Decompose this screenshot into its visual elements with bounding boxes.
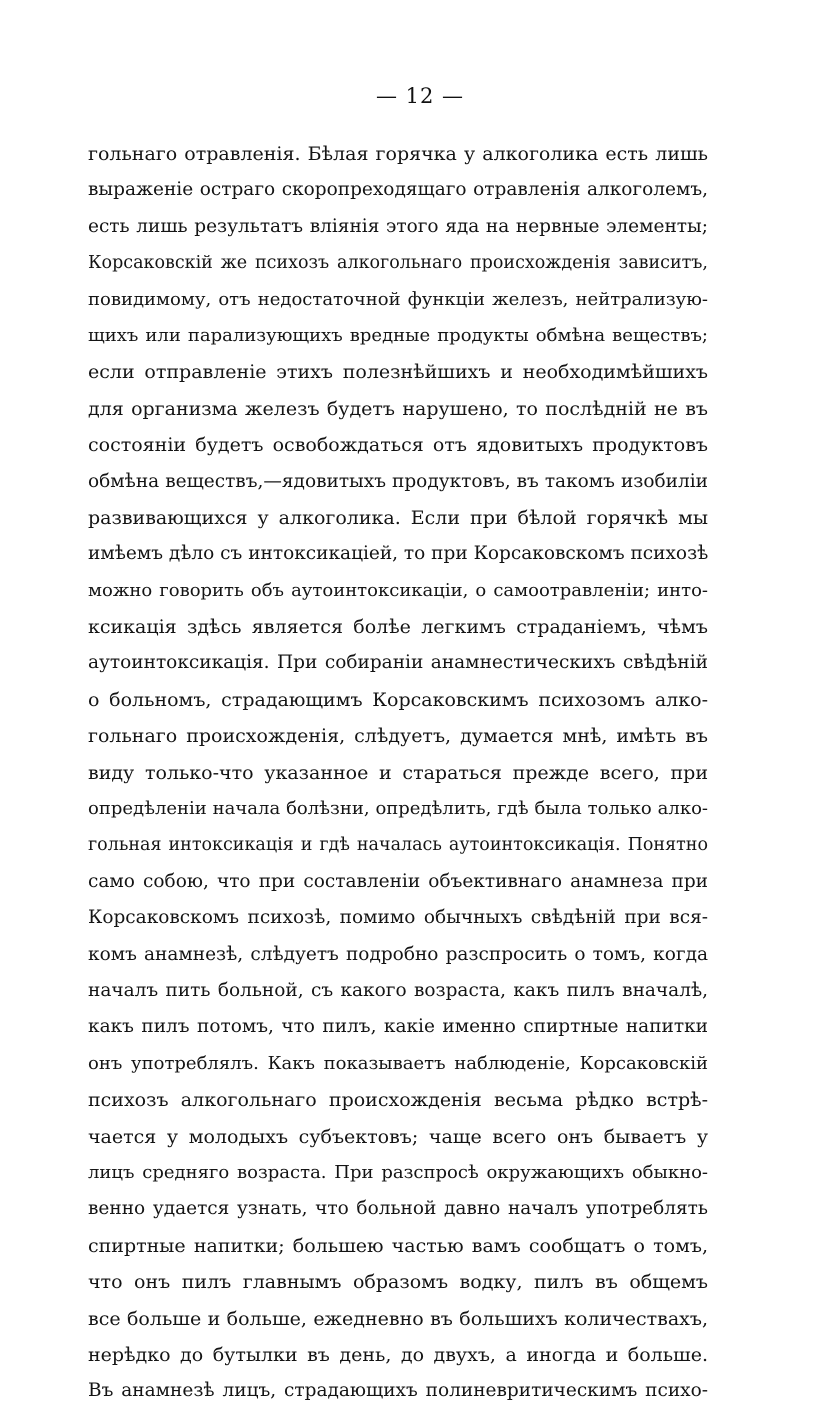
body-text [88,136,708,1410]
text-line: повидимому, отъ недостаточной функціи железъ, нейтрализую- [88,288,708,310]
text-line: все больше и больше, ежедневно въ большихъ количествахъ, [88,1307,708,1330]
text-line: Корсаковскомъ психозѣ, помимо обычныхъ свѣдѣній при вся- [88,907,708,929]
text-line: само собою, что при составленіи объективнаго анамнеза при [88,870,708,892]
text-line: виду только-что указанное и стараться прежде всего, при [88,761,708,784]
text-line: развивающихся у алкоголика. Если при бѣлой горячкѣ мы [88,506,708,529]
text-line: началъ пить больной, съ какого возраста, какъ пилъ вначалѣ, [88,979,708,1001]
text-line: выраженіе остраго скоропреходящаго отравленія алкоголемъ, [88,179,708,201]
text-line: онъ употреблялъ. Какъ показываетъ наблюденіе, Корсаковскій [88,1052,708,1074]
text-line: если отправленіе этихъ полезнѣйшихъ и необходимѣйшихъ [88,361,708,384]
text-line: чается у молодыхъ субъектовъ; чаще всего онъ бываетъ у [88,1125,708,1148]
page-number-header: — 12 — [375,84,465,108]
text-line: для организма железъ будетъ нарушено, то послѣдній не въ [88,397,708,420]
text-line: есть лишь результатъ вліянія этого яда на нервные элементы; [88,215,708,237]
text-line: психозъ алкогольнаго происхожденія весьма рѣдко встрѣ- [88,1089,708,1112]
text-line: комъ анамнезѣ, слѣдуетъ подробно разспросить о томъ, когда [88,943,708,965]
text-line: спиртные напитки; большею частью вамъ сообщатъ о томъ, [88,1234,708,1257]
text-line: аутоинтоксикація. При собираніи анамнестическихъ свѣдѣній [88,652,708,674]
text-line: щихъ или парализующихъ вредные продукты обмѣна веществъ; [88,324,708,346]
text-line: о больномъ, страдающимъ Корсаковскимъ психозомъ алко- [88,688,708,711]
text-line: обмѣна веществъ,—ядовитыхъ продуктовъ, въ такомъ изобиліи [88,470,708,492]
text-line: лицъ средняго возраста. При разспросѣ окружающихъ обыкно- [88,1161,708,1183]
text-line: имѣемъ дѣло съ интоксикаціей, то при Корсаковскомъ психозѣ [88,543,708,565]
text-line: состояніи будетъ освобождаться отъ ядовитыхъ продуктовъ [88,434,708,457]
text-line: гольнаго происхожденія, слѣдуетъ, думается мнѣ, имѣть въ [88,725,708,748]
text-line: что онъ пилъ главнымъ образомъ водку, пилъ въ общемъ [88,1271,708,1294]
text-line: какъ пилъ потомъ, что пилъ, какіе именно спиртные напитки [88,1016,708,1038]
text-line: Въ анамнезѣ лицъ, страдающихъ полиневритическимъ психо- [88,1380,708,1402]
text-line: Корсаковскій же психозъ алкогольнаго происхожденія зависитъ, [88,253,708,274]
text-line: нерѣдко до бутылки въ день, до двухъ, а иногда и больше. [88,1343,708,1366]
text-line: венно удается узнать, что больной давно началъ употреблять [88,1198,708,1220]
text-line: гольная интоксикація и гдѣ началась аутоинтоксикація. Понятно [88,835,708,856]
text-line: опредѣленіи начала болѣзни, опредѣлить, гдѣ была только алко- [88,798,708,820]
text-line: ксикація здѣсь является болѣе легкимъ страданіемъ, чѣмъ [88,616,708,639]
text-line: можно говорить объ аутоинтоксикаціи, о самоотравленіи; инто- [88,579,708,601]
text-line: гольнаго отравленія. Бѣлая горячка у алкоголика есть лишь [88,143,708,165]
